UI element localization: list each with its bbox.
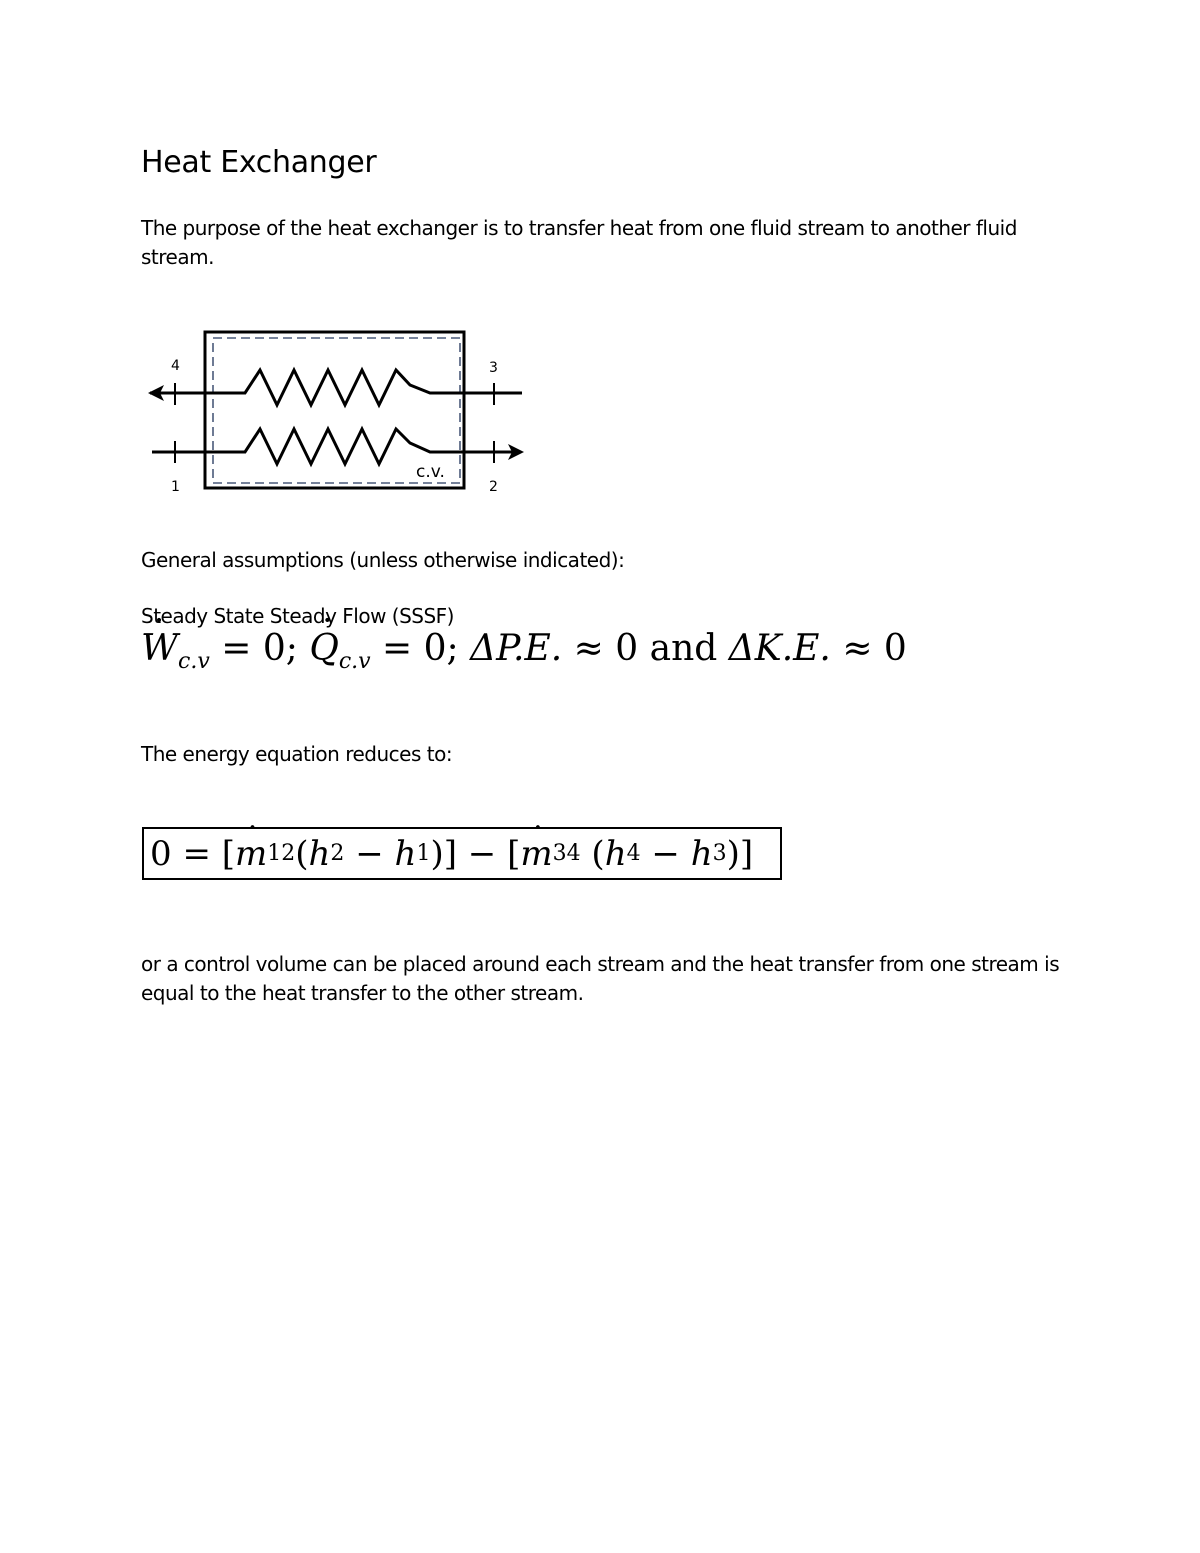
label-cv: c.v. bbox=[416, 462, 445, 482]
assumption-equation: ˙ $W_{c.v} = 0$; ˙ $Q_{c.v} = 0$; ΔP.E. ≈ 0 and ΔK.E. ≈ 0 bbox=[141, 628, 907, 674]
q-dot: ˙ Q bbox=[309, 628, 339, 669]
heat-exchanger-diagram bbox=[140, 325, 540, 500]
w-dot: ˙ W bbox=[141, 628, 178, 669]
label-4: 4 bbox=[171, 358, 180, 374]
label-3: 3 bbox=[489, 360, 498, 376]
label-2: 2 bbox=[489, 479, 498, 495]
page-title: Heat Exchanger bbox=[141, 145, 377, 180]
energy-heading: The energy equation reduces to: bbox=[141, 742, 453, 766]
assumptions-heading: General assumptions (unless otherwise indicated): bbox=[141, 548, 625, 572]
intro-paragraph: The purpose of the heat exchanger is to transfer heat from one fluid stream to another fluid stream. bbox=[141, 216, 1017, 269]
label-1: 1 bbox=[171, 479, 180, 495]
sssf-line: Steady State Steady Flow (SSSF) bbox=[141, 604, 454, 628]
closing-paragraph: or a control volume can be placed around each stream and the heat transfer from one stream is equal to the heat transfer to the other stream. bbox=[141, 952, 1060, 1005]
energy-equation-box: 0 = [ ˙ m 12 ( h 2 − h 1 )] − [ ˙ m 34 ( h 4 − h 3 )] bbox=[142, 827, 782, 880]
